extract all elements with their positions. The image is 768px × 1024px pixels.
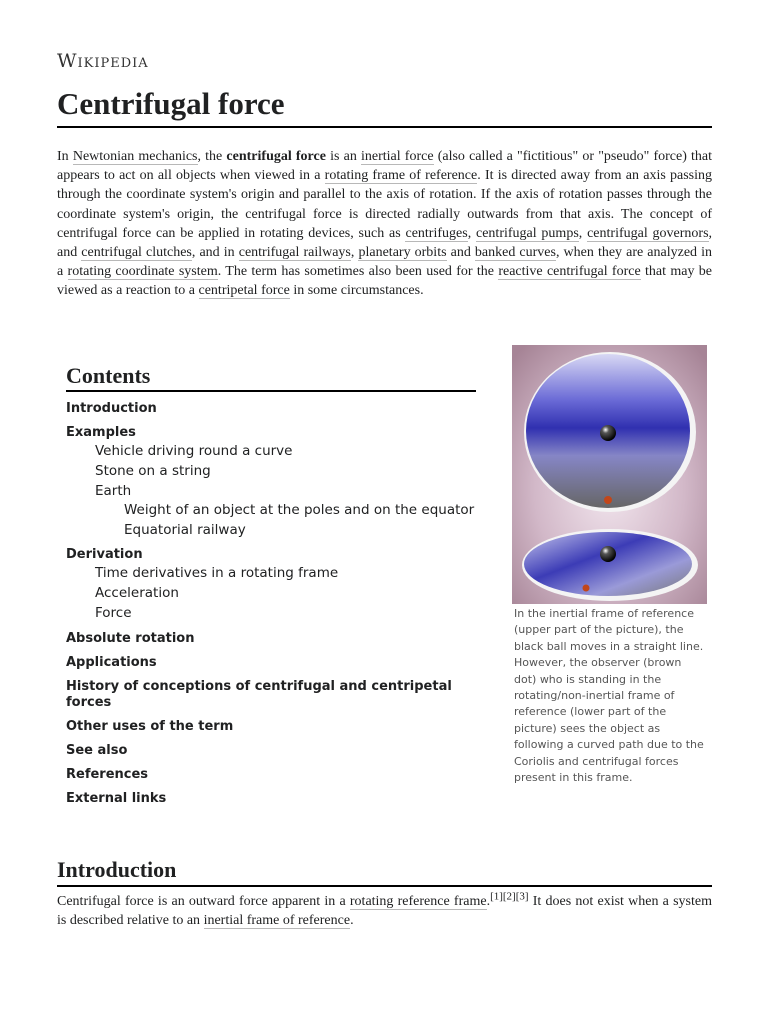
toc-item-other-uses[interactable]: Other uses of the term bbox=[66, 719, 234, 734]
link-banked-curves[interactable]: banked curves bbox=[474, 245, 556, 261]
lower-disk bbox=[524, 532, 692, 596]
ball-icon-lower bbox=[600, 546, 616, 562]
lead-text: In bbox=[57, 149, 73, 164]
lead-bold-term: centrifugal force bbox=[226, 149, 326, 164]
link-centrifugal-clutches[interactable]: centrifugal clutches bbox=[81, 245, 192, 261]
link-rotating-reference-frame[interactable]: rotating reference frame bbox=[349, 894, 487, 909]
figure-rotating-frame bbox=[512, 345, 707, 786]
link-rotating-coordinate-system[interactable]: rotating coordinate system bbox=[67, 264, 218, 280]
toc-item-vehicle[interactable]: Vehicle driving round a curve bbox=[95, 443, 293, 459]
intro-text: . bbox=[350, 913, 354, 929]
intro-text: It does not exist when a system is described relative to an bbox=[57, 894, 712, 929]
link-planetary-orbits[interactable]: planetary orbits bbox=[358, 245, 447, 261]
toc-item-references[interactable]: References bbox=[66, 767, 149, 782]
page-title: Centrifugal force bbox=[57, 84, 712, 128]
lead-text: , the bbox=[197, 149, 227, 164]
lead-text: . It is directed away from an axis passing through the coordinate system's origin and parallel to the axis of rotation. If the axis of rotation passes through the coordinate system's origin, the centrifugal force is directed radially outwards from that axis. The concept of centrifugal force can be applied in rotating devices, such as bbox=[57, 168, 713, 241]
toc-item-introduction[interactable]: Introduction bbox=[66, 401, 157, 416]
toc-item-earth[interactable]: Earth bbox=[95, 483, 132, 499]
intro-text: Centrifugal force is an outward force apparent in a bbox=[57, 894, 350, 909]
toc-item-derivation[interactable]: Derivation bbox=[66, 547, 143, 562]
lead-text: and bbox=[446, 245, 475, 261]
toc-item-time-derivatives[interactable]: Time derivatives in a rotating frame bbox=[95, 565, 339, 581]
toc-item-force[interactable]: Force bbox=[95, 605, 132, 621]
toc-item-absolute-rotation[interactable]: Absolute rotation bbox=[66, 631, 195, 646]
link-reactive-centrifugal-force[interactable]: reactive centrifugal force bbox=[498, 264, 641, 280]
toc-title: Contents bbox=[66, 362, 476, 392]
link-rotating-frame-of-reference[interactable]: rotating frame of reference bbox=[324, 168, 478, 184]
toc-item-history[interactable]: History of conceptions of centrifugal and centripetal forces bbox=[66, 679, 452, 710]
lead-text: , when they are analyzed in a bbox=[57, 245, 713, 280]
introduction-paragraph bbox=[57, 892, 712, 930]
link-inertial-force[interactable]: inertial force bbox=[360, 149, 434, 164]
toc-item-weight[interactable]: Weight of an object at the poles and on the equator bbox=[124, 502, 475, 518]
toc-item-see-also[interactable]: See also bbox=[66, 743, 128, 758]
citation-refs[interactable]: [1][2][3] bbox=[490, 890, 529, 903]
lead-text: (also called a "fictitious" or "pseudo" force) that appears to act on all objects when viewed in a bbox=[57, 149, 713, 184]
lead-text: . The term has sometimes also been used for the bbox=[217, 264, 499, 280]
toc-item-equatorial-railway[interactable]: Equatorial railway bbox=[124, 522, 246, 538]
lead-text: , bbox=[578, 225, 588, 241]
observer-dot-lower bbox=[583, 585, 590, 592]
toc-item-external-links[interactable]: External links bbox=[66, 791, 167, 806]
link-centrifugal-railways[interactable]: centrifugal railways bbox=[238, 245, 351, 261]
ball-icon-upper bbox=[600, 425, 616, 441]
lead-text: is an bbox=[325, 149, 361, 164]
link-centrifuges[interactable]: centrifuges bbox=[405, 225, 468, 241]
link-centrifugal-governors[interactable]: centrifugal governors bbox=[587, 225, 709, 241]
toc-item-applications[interactable]: Applications bbox=[66, 655, 157, 670]
wikipedia-wordmark[interactable]: Wikipedia bbox=[57, 50, 149, 72]
table-of-contents bbox=[66, 362, 476, 807]
figure-caption: In the inertial frame of reference (upper part of the picture), the black ball moves in a straight line. However, the observer (brown dot) who is standing in the rotating/non-inertial frame of reference (lower part of the picture) sees the object as following a curved path due to the Coriolis and centrifugal forces present in this frame. bbox=[514, 607, 704, 785]
toc-item-stone[interactable]: Stone on a string bbox=[95, 463, 211, 479]
link-newtonian-mechanics[interactable]: Newtonian mechanics bbox=[72, 149, 198, 164]
rotating-frame-illustration[interactable] bbox=[512, 345, 707, 604]
lead-text: , and in bbox=[191, 245, 239, 261]
section-heading-introduction: Introduction bbox=[57, 856, 712, 887]
lead-text: , and bbox=[57, 225, 713, 261]
link-inertial-frame-of-reference[interactable]: inertial frame of reference bbox=[203, 913, 351, 929]
link-centrifugal-pumps[interactable]: centrifugal pumps bbox=[476, 225, 579, 241]
lead-text: , bbox=[467, 225, 476, 241]
lead-text: in some circumstances. bbox=[289, 283, 424, 299]
lead-paragraph bbox=[57, 147, 712, 301]
toc-item-examples[interactable]: Examples bbox=[66, 425, 136, 440]
lead-text: , bbox=[350, 245, 359, 261]
toc-item-acceleration[interactable]: Acceleration bbox=[95, 585, 179, 601]
lead-text: that may be viewed as a reaction to a bbox=[57, 264, 712, 299]
observer-dot-upper bbox=[604, 496, 612, 504]
link-centripetal-force[interactable]: centripetal force bbox=[198, 283, 290, 299]
intro-text: . bbox=[486, 894, 491, 909]
